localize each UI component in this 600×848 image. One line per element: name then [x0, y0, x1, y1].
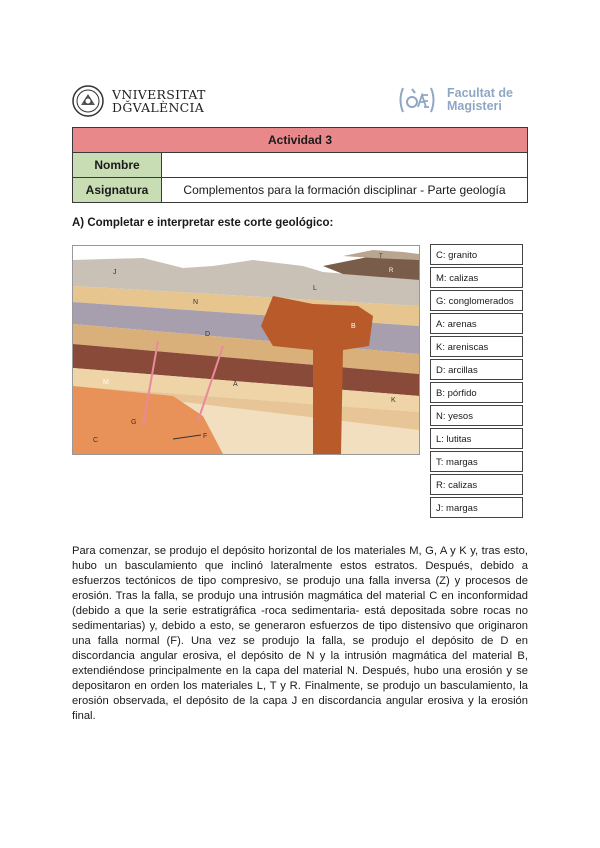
label-F: F: [203, 433, 208, 440]
label-N: N: [193, 299, 199, 306]
geological-cross-section: [72, 245, 420, 455]
legend-item: N: yesos: [430, 405, 523, 426]
legend-item: D: arcillas: [430, 359, 523, 380]
label-C: C: [93, 437, 99, 444]
label-J: J: [113, 269, 117, 276]
legend-item: J: margas: [430, 497, 523, 518]
legend-item: C: granito: [430, 244, 523, 265]
subject-label: Asignatura: [73, 178, 162, 203]
university-name-line2: DǦVALÈNCIA: [112, 100, 205, 115]
university-name-line1: VNIVERSITAT: [112, 87, 206, 102]
label-B: B: [351, 323, 356, 330]
label-K: K: [391, 397, 396, 404]
activity-table: [72, 127, 528, 203]
name-field[interactable]: [162, 153, 528, 178]
university-seal-icon: [72, 85, 104, 117]
label-T: T: [379, 254, 383, 260]
legend-item: T: margas: [430, 451, 523, 472]
university-logo: [72, 84, 206, 118]
label-D: D: [205, 331, 211, 338]
interpretation-paragraph: Para comenzar, se produjo el depósito horizontal de los materiales M, G, A y K y, tras esto, hubo un basculamiento que inclinó lateralmente estos estratos. Después, debido a esfuerzos tectónicos de tipo compresivo, se produjo una falla inversa (Z) y procesos de erosión. Tras la falla, se produjo una intrusión magmática del material C en inconformidad (debido a que la serie estratigráfica -roca sedimentaria- está depositada sobre rocas no sedimentarias) y, debido a esto, se generaron esfuerzos de tipo distensivo que originaron una falla normal (F). Una vez se produjo la falla, se produjo el depósito de D en discordancia angular erosiva, el depósito de N y la intrusión magmática del material B, extendiéndose principalmente en la capa del material N. Después, hubo una erosión y se depositaron en orden los materiales L, T y R. Finalmente, se produjo un basculamiento, la erosión observada, el depósito de la capa J en discordancia angular erosiva y la erosión final.: [72, 545, 528, 723]
legend-item: K: areniscas: [430, 336, 523, 357]
legend-item: L: lutitas: [430, 428, 523, 449]
subject-value: Complementos para la formación disciplinar - Parte geología: [162, 178, 528, 203]
name-label: Nombre: [73, 153, 162, 178]
faculty-logo: [397, 85, 513, 115]
faculty-emblem-icon: [397, 85, 437, 115]
legend-item: G: conglomerados: [430, 290, 523, 311]
faculty-name-line1: Facultat de: [447, 86, 513, 100]
legend-item: B: pórfido: [430, 382, 523, 403]
section-title: A) Completar e interpretar este corte geológico:: [72, 217, 334, 229]
label-M: M: [103, 379, 109, 386]
label-R: R: [389, 268, 394, 274]
label-G: G: [131, 419, 137, 426]
activity-title: Actividad 3: [73, 128, 528, 153]
legend-item: A: arenas: [430, 313, 523, 334]
legend-item: R: calizas: [430, 474, 523, 495]
legend-list: [430, 244, 523, 520]
legend-item: M: calizas: [430, 267, 523, 288]
faculty-name-line2: Magisteri: [447, 99, 502, 113]
label-A: A: [233, 381, 238, 388]
label-L: L: [313, 285, 317, 292]
